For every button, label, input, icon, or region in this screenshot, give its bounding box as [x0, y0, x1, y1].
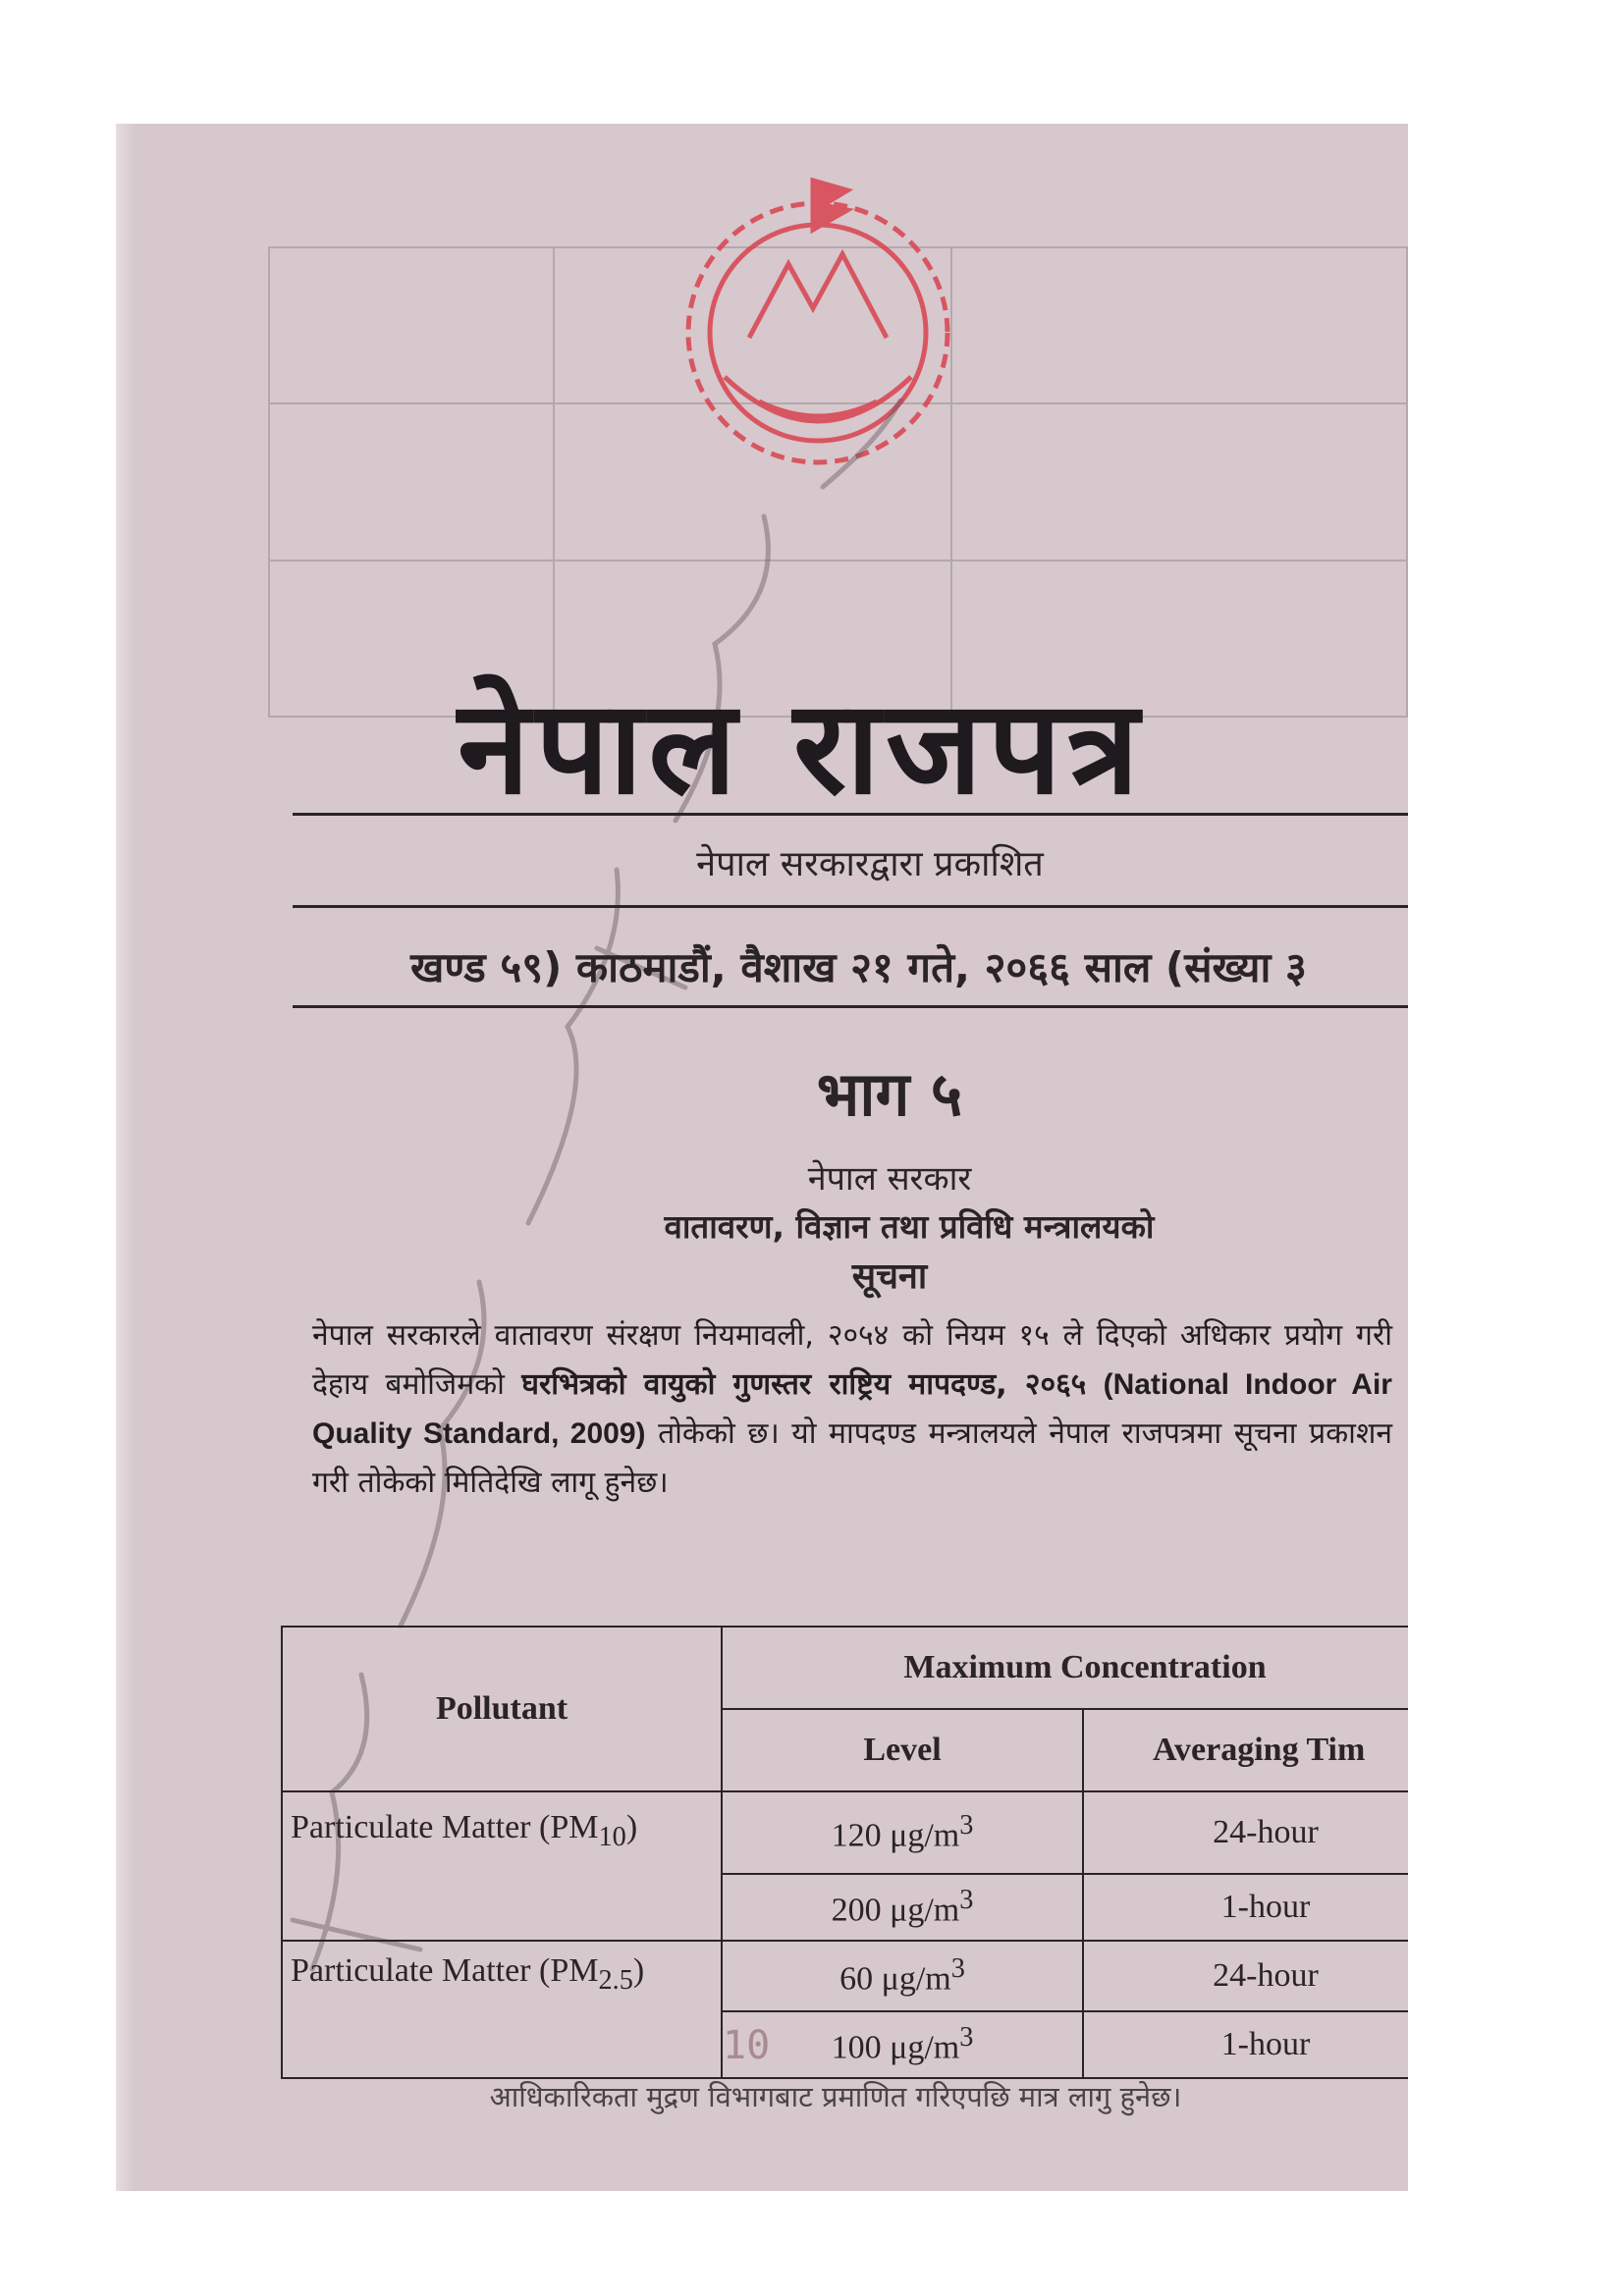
- section-heading: भाग ५: [816, 1058, 963, 1130]
- avg-time-cell: 24-hour: [1083, 1941, 1408, 2011]
- divider-rule: [293, 905, 1408, 908]
- gazette-title: नेपाल राजपत्र: [458, 672, 1145, 824]
- footer-note: आधिकारिकता मुद्रण विभागबाट प्रमाणित गरिएपछि मात्र लागु हुनेछ।: [489, 2080, 1182, 2113]
- header-max-concentration: Maximum Concentration: [722, 1627, 1408, 1709]
- notice-body: [312, 1311, 1392, 1508]
- avg-time-cell: 1-hour: [1083, 1874, 1408, 1941]
- notice-body-english: (National Indoor Air Quality Standard, 2009): [312, 1368, 1392, 1450]
- air-quality-standard-table: [281, 1626, 1408, 2079]
- header-level: Level: [722, 1709, 1083, 1791]
- pollutant-cell: Particulate Matter $(PM_{10})$: [282, 1791, 722, 1941]
- level-cell: 100 $\mu g/m^3$: [722, 2011, 1083, 2078]
- gazette-page: [116, 124, 1408, 2191]
- notice-body-text: तोकेको छ। यो मापदण्ड मन्त्रालयले नेपाल राजपत्रमा सूचना प्रकाशन गरी तोकेको मितिदेखि लागू हुनेछ।: [312, 1416, 1392, 1500]
- ink-stamp-mark: 10: [723, 2023, 771, 2068]
- notice-heading: सूचना: [851, 1256, 928, 1297]
- divider-rule: [293, 1005, 1408, 1008]
- avg-time-cell: 24-hour: [1083, 1791, 1408, 1874]
- pollutant-cell: Particulate Matter $(PM_{2.5})$: [282, 1941, 722, 2078]
- divider-rule: [293, 813, 1408, 816]
- header-averaging-time: Averaging Tim: [1083, 1709, 1408, 1791]
- avg-time-cell: 1-hour: [1083, 2011, 1408, 2078]
- notice-body-bold: घरभित्रको वायुको गुणस्तर राष्ट्रिय मापदण्ड, २०६५: [521, 1367, 1087, 1402]
- notice-body-text: नेपाल सरकारले वातावरण संरक्षण नियमावली, २०५४ को नियम १५ ले दिएको अधिकार प्रयोग गरी देहाय बमोजिमको: [312, 1318, 1392, 1402]
- issue-line: खण्ड ५९) काठमाडौं, वैशाख २१ गते, २०६६ साल (संख्या ३: [410, 943, 1307, 991]
- ministry-line: वातावरण, विज्ञान तथा प्रविधि मन्त्रालयको: [664, 1207, 1155, 1246]
- header-pollutant: Pollutant: [282, 1627, 722, 1791]
- level-cell: 60 $\mu g/m^3$: [722, 1941, 1083, 2011]
- level-cell: 120 $\mu g/m^3$: [722, 1791, 1083, 1874]
- government-line: नेपाल सरकार: [807, 1159, 972, 1199]
- publisher-line: नेपाल सरकारद्वारा प्रकाशित: [696, 844, 1044, 884]
- level-cell: 200 $\mu g/m^3$: [722, 1874, 1083, 1941]
